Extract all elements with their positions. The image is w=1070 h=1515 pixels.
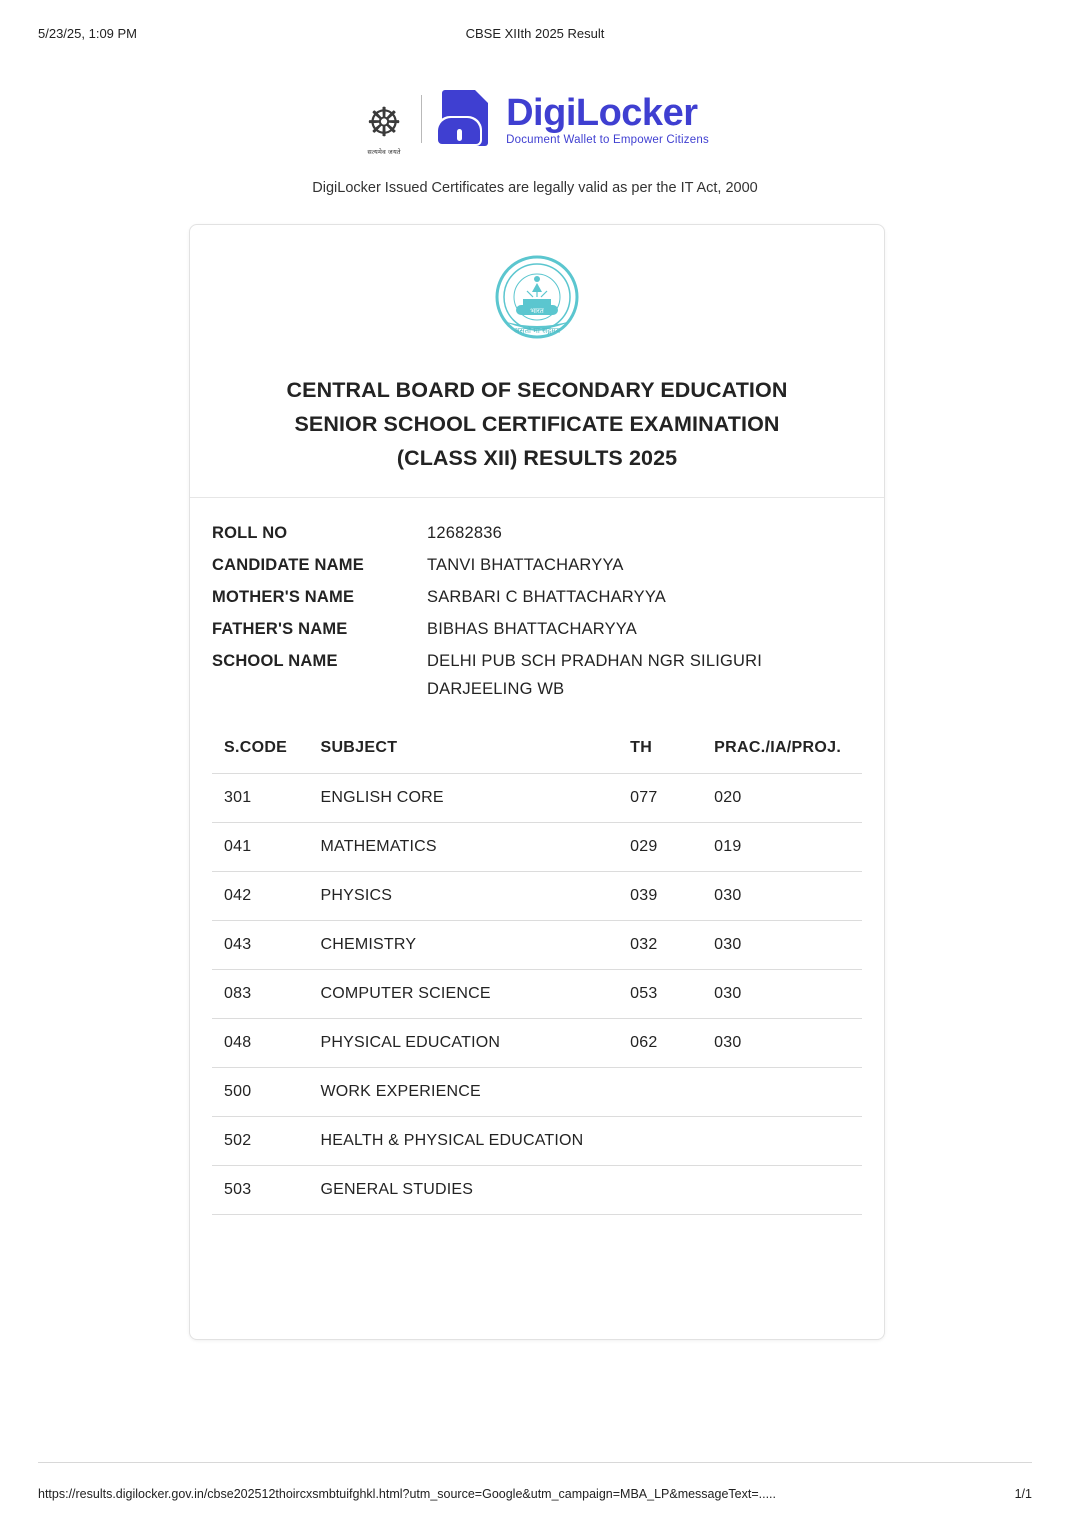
cell-code: 500	[212, 1068, 320, 1117]
detail-label: FATHER'S NAME	[212, 620, 348, 638]
cell-theory: 029	[630, 823, 714, 872]
cell-practical	[714, 1068, 862, 1117]
cell-code: 503	[212, 1166, 320, 1215]
print-document-title: CBSE XIIth 2025 Result	[465, 26, 605, 41]
cell-practical: 030	[714, 872, 862, 921]
emblem-glyph: ☸	[366, 101, 403, 145]
table-row	[212, 1166, 862, 1215]
detail-label: SCHOOL NAME	[212, 652, 338, 670]
footer-divider	[38, 1462, 1032, 1463]
brand-divider	[421, 95, 422, 143]
digilocker-tagline: Document Wallet to Empower Citizens	[506, 133, 709, 146]
detail-value-continued: DARJEELING WB	[427, 680, 565, 698]
cell-practical: 020	[714, 774, 862, 823]
cell-theory: 077	[630, 774, 714, 823]
marks-table-wrapper	[212, 735, 862, 1215]
cell-subject: COMPUTER SCIENCE	[320, 970, 630, 1019]
cell-practical: 030	[714, 921, 862, 970]
cell-code: 083	[212, 970, 320, 1019]
cell-code: 042	[212, 872, 320, 921]
heading-line-1: CENTRAL BOARD OF SECONDARY EDUCATION	[286, 378, 788, 402]
cell-practical: 019	[714, 823, 862, 872]
cell-code: 043	[212, 921, 320, 970]
cell-theory: 032	[630, 921, 714, 970]
detail-label: CANDIDATE NAME	[212, 556, 364, 574]
detail-label: ROLL NO	[212, 524, 288, 542]
cell-subject: MATHEMATICS	[320, 823, 630, 872]
cbse-seal-icon	[483, 247, 591, 355]
cell-subject: ENGLISH CORE	[320, 774, 630, 823]
detail-value: SARBARI C BHATTACHARYYA	[427, 588, 667, 606]
detail-value: DELHI PUB SCH PRADHAN NGR SILIGURI	[427, 652, 763, 670]
cell-code: 502	[212, 1117, 320, 1166]
candidate-details	[190, 498, 884, 699]
legal-validity-note: DigiLocker Issued Certificates are legally valid as per the IT Act, 2000	[312, 180, 758, 196]
cell-subject: WORK EXPERIENCE	[320, 1068, 630, 1117]
emblem-caption: सत्यमेव जयते	[367, 149, 401, 156]
source-url: https://results.digilocker.gov.in/cbse202512thoircxsmbtuifghkl.html?utm_source=Google&utm_campaign=MBA_LP&messageText=.....	[38, 1487, 777, 1501]
cell-subject: CHEMISTRY	[320, 921, 630, 970]
cell-code: 301	[212, 774, 320, 823]
heading-line-3: (CLASS XII) RESULTS 2025	[396, 446, 678, 470]
certificate-header	[190, 225, 884, 498]
table-row	[212, 823, 862, 872]
cell-theory	[630, 1166, 714, 1215]
cell-practical	[714, 1117, 862, 1166]
table-row	[212, 872, 862, 921]
detail-value: TANVI BHATTACHARYYA	[427, 556, 624, 574]
detail-value: 12682836	[427, 524, 503, 542]
cell-theory: 053	[630, 970, 714, 1019]
table-row	[212, 1019, 862, 1068]
cell-subject: PHYSICAL EDUCATION	[320, 1019, 630, 1068]
cell-theory	[630, 1117, 714, 1166]
column-header-practical: PRAC./IA/PROJ.	[714, 739, 842, 756]
cell-practical	[714, 1166, 862, 1215]
detail-row-candidate-name	[212, 556, 884, 575]
cell-theory	[630, 1068, 714, 1117]
cell-practical: 030	[714, 970, 862, 1019]
detail-row-fathers-name	[212, 620, 884, 639]
digilocker-brand	[0, 82, 1070, 156]
cell-subject: GENERAL STUDIES	[320, 1166, 630, 1215]
page-number: 1/1	[1014, 1487, 1032, 1501]
column-header-theory: TH	[630, 739, 653, 756]
svg-text:असतो मा सद्गमय: असतो मा सद्गमय	[513, 326, 561, 335]
certificate-card	[189, 224, 885, 1340]
print-timestamp: 5/23/25, 1:09 PM	[38, 26, 138, 41]
svg-text:भारत: भारत	[530, 307, 544, 315]
cell-theory: 039	[630, 872, 714, 921]
detail-row-roll-no	[212, 524, 884, 543]
detail-value: BIBHAS BHATTACHARYYA	[427, 620, 637, 638]
detail-row-mothers-name	[212, 588, 884, 607]
page-title	[208, 373, 866, 475]
table-row	[212, 1068, 862, 1117]
india-national-emblem-icon	[361, 82, 407, 156]
marks-table	[212, 735, 862, 1215]
cell-theory: 062	[630, 1019, 714, 1068]
cell-code: 048	[212, 1019, 320, 1068]
table-row	[212, 1117, 862, 1166]
table-row	[212, 774, 862, 823]
column-header-code: S.CODE	[224, 739, 288, 756]
print-header	[0, 26, 1070, 42]
digilocker-name: DigiLocker	[506, 91, 698, 134]
detail-row-school-name	[212, 652, 884, 671]
cell-subject: HEALTH & PHYSICAL EDUCATION	[320, 1117, 630, 1166]
cell-subject: PHYSICS	[320, 872, 630, 921]
table-header-row	[212, 735, 862, 774]
detail-label: MOTHER'S NAME	[212, 588, 355, 606]
cell-practical: 030	[714, 1019, 862, 1068]
table-row	[212, 921, 862, 970]
column-header-subject: SUBJECT	[320, 739, 398, 756]
digilocker-logo-icon	[436, 88, 498, 150]
heading-line-2: SENIOR SCHOOL CERTIFICATE EXAMINATION	[294, 412, 780, 436]
cell-code: 041	[212, 823, 320, 872]
table-row	[212, 970, 862, 1019]
